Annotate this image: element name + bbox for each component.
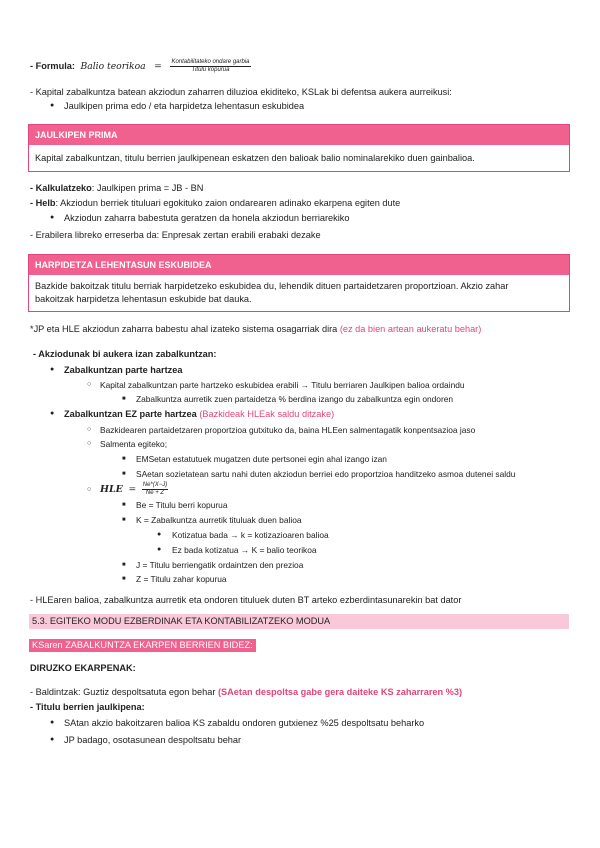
kalkulatzeko-line: [30, 182, 203, 194]
tj-item-2: JP badago, osotasunean despoltsatu behar: [64, 735, 242, 745]
hle-numerator: Ne*(X−J): [142, 482, 168, 489]
section-title: 5.3. EGITEKO MODU EZBERDINAK ETA KONTABILIZATZEKO MODUA: [32, 616, 331, 626]
opt2-sub2: Salmenta egiteko;: [100, 439, 168, 449]
opt2-sub2b: SAetan sozietatean sartu nahi duten akziodun berriei edo proportzioa handitzeko asmoa dutenei saldu: [136, 469, 516, 479]
harpidetza-box: [28, 254, 570, 312]
opt2-title-line: [64, 408, 334, 420]
hle-k2: Ez bada kotizatua → K = balio teorikoa: [172, 545, 317, 555]
formula-lhs: Balio teorikoa: [80, 60, 146, 72]
hle-denominator: Ne + Z: [145, 490, 165, 497]
opt2-sub1: Bazkidearen partaidetzaren proportzioa gutxituko da, baina HLEen salmentagatik konpentsazioa jaso: [100, 425, 476, 435]
sub-heading: KSaren ZABALKUNTZA EKARPEN BERRIEN BIDEZ:: [29, 639, 256, 652]
hle-formula: [100, 480, 168, 499]
box-title: JAULKIPEN PRIMA: [29, 125, 569, 145]
helb-bullet: Akziodun zaharra babestuta geratzen da honela akziodun berriarekiko: [64, 213, 350, 223]
baldintzak-pink: (SAetan despoltsa gabe gera daiteke KS zaharraren %3): [217, 687, 463, 697]
hle-lhs: HLE: [100, 484, 123, 495]
bullet-square-icon: ■: [122, 576, 126, 582]
opt2-sub2a: EMSetan estatutuek mugatzen dute pertsonei egin ahal izango izan: [136, 454, 387, 464]
bullet-dot-icon: ●: [157, 546, 162, 553]
bullet-circle-icon: ○: [87, 426, 92, 433]
hle-j: J = Titulu berriengatik ordaintzen den prezioa: [136, 560, 304, 570]
box-body-line2: bakoitzak harpidetza lehentasun eskubide bat dauka.: [35, 294, 252, 304]
box-body: [29, 275, 569, 311]
kalk-text: : Jaulkipen prima = JB - BN: [91, 183, 204, 193]
hle-z: Z = Titulu zahar kopurua: [136, 574, 227, 584]
bullet-square-icon: ■: [122, 471, 126, 477]
opt1-title: Zabalkuntzan parte hartzea: [64, 365, 183, 375]
bullet-dot-icon: ●: [50, 736, 55, 743]
hle-fraction: [142, 482, 169, 497]
formula-denominator: Titulu kopurua: [191, 67, 230, 73]
akziodunak-title: - Akziodunak bi aukera izan zabalkuntzan:: [33, 349, 217, 359]
bullet-circle-icon: ○: [87, 486, 92, 493]
formula-eq: =: [154, 60, 162, 72]
helb-text: : Akziodun berriek tituluari egokituko zaion ondarearen adinako ekarpena egiten dute: [55, 198, 401, 208]
bullet-dot-icon: ●: [157, 531, 162, 538]
formula-fraction: [170, 59, 250, 74]
note-pink: (ez da bien artean aukeratu behar): [339, 324, 482, 334]
bullet-square-icon: ■: [122, 502, 126, 508]
opt1-sub1a: Zabalkuntza aurretik zuen partaidetza % berdina izango du zabalkuntza egin ondoren: [136, 394, 454, 404]
hle-eq: =: [128, 484, 137, 495]
bullet-dot-icon: ●: [50, 719, 55, 726]
formula-line: [30, 59, 251, 74]
note-text: *JP eta HLE akziodun zaharra babestu ahal izateko sistema osagarriak dira: [30, 324, 340, 334]
helb-label: - Helb: [30, 198, 56, 208]
bullet-dot-icon: ●: [50, 102, 55, 109]
tj-item-1: SAtan akzio bakoitzaren balioa KS zabaldu ondoren gutxienez %25 despoltsatu beharko: [64, 718, 425, 728]
box-body-line1: Bazkide bakoitzak titulu berriak harpidetzeko eskubidea du, lehendik dituen partaidetzaren proportzioan. Akzio zahar: [35, 281, 509, 291]
baldintzak-text: - Baldintzak: Guztiz despoltsatuta egon behar: [30, 687, 218, 697]
bullet-circle-icon: ○: [87, 440, 92, 447]
bullet-circle-icon: ○: [87, 381, 92, 388]
hle-k: K = Zabalkuntza aurretik tituluak duen balioa: [136, 515, 302, 525]
kalk-label: - Kalkulatzeko: [30, 183, 92, 193]
helb-line: [30, 197, 400, 209]
opt1-sub1: Kapital zabalkuntzan parte hartzeko eskubidea erabili → Titulu berriaren Jaulkipen balioa ordaindu: [100, 380, 465, 390]
jaulkipen-prima-box: [28, 124, 570, 172]
bullet-square-icon: ■: [122, 396, 126, 402]
diruzko-heading: DIRUZKO EKARPENAK:: [30, 663, 136, 673]
hle-be: Be = Titulu berri kopurua: [136, 500, 228, 510]
bullet-square-icon: ■: [122, 456, 126, 462]
opt2-title: Zabalkuntzan EZ parte hartzea: [64, 409, 197, 419]
bullet-dot-icon: ●: [50, 366, 55, 373]
hlearen-line: - HLEaren balioa, zabalkuntza aurretik eta ondoren tituluek duten BT arteko ezberdintasunarekin bat dator: [30, 595, 462, 605]
intro-bullet: Jaulkipen prima edo / eta harpidetza lehentasun eskubidea: [64, 101, 305, 111]
opt2-pink: (Bazkideak HLEak saldu ditzake): [199, 409, 335, 419]
baldintzak-line: [30, 686, 462, 698]
bullet-square-icon: ■: [122, 517, 126, 523]
note-line: [30, 323, 481, 335]
formula-label: - Formula:: [30, 60, 75, 71]
erabilera-line: - Erabilera libreko erreserba da: Enpresak zertan erabili erabaki dezake: [30, 230, 321, 240]
bullet-square-icon: ■: [122, 562, 126, 568]
box-title: HARPIDETZA LEHENTASUN ESKUBIDEA: [29, 255, 569, 275]
formula-numerator: Kontabilitateko ondare garbia: [171, 59, 250, 65]
bullet-dot-icon: ●: [50, 410, 55, 417]
titulu-jaulkipena: - Titulu berrien jaulkipena:: [30, 702, 145, 712]
hle-k1: Kotizatua bada → k = kotizazioaren balioa: [172, 530, 329, 540]
intro-line: - Kapital zabalkuntza batean akziodun zaharren diluzioa ekiditeko, KSLak bi defentsa aukera aurreikusi:: [30, 87, 452, 97]
bullet-dot-icon: ●: [50, 214, 55, 221]
box-body: Kapital zabalkuntzan, titulu berrien jaulkipenean eskatzen den balioak balio nominalarekiko duen gainbalioa.: [35, 153, 475, 163]
